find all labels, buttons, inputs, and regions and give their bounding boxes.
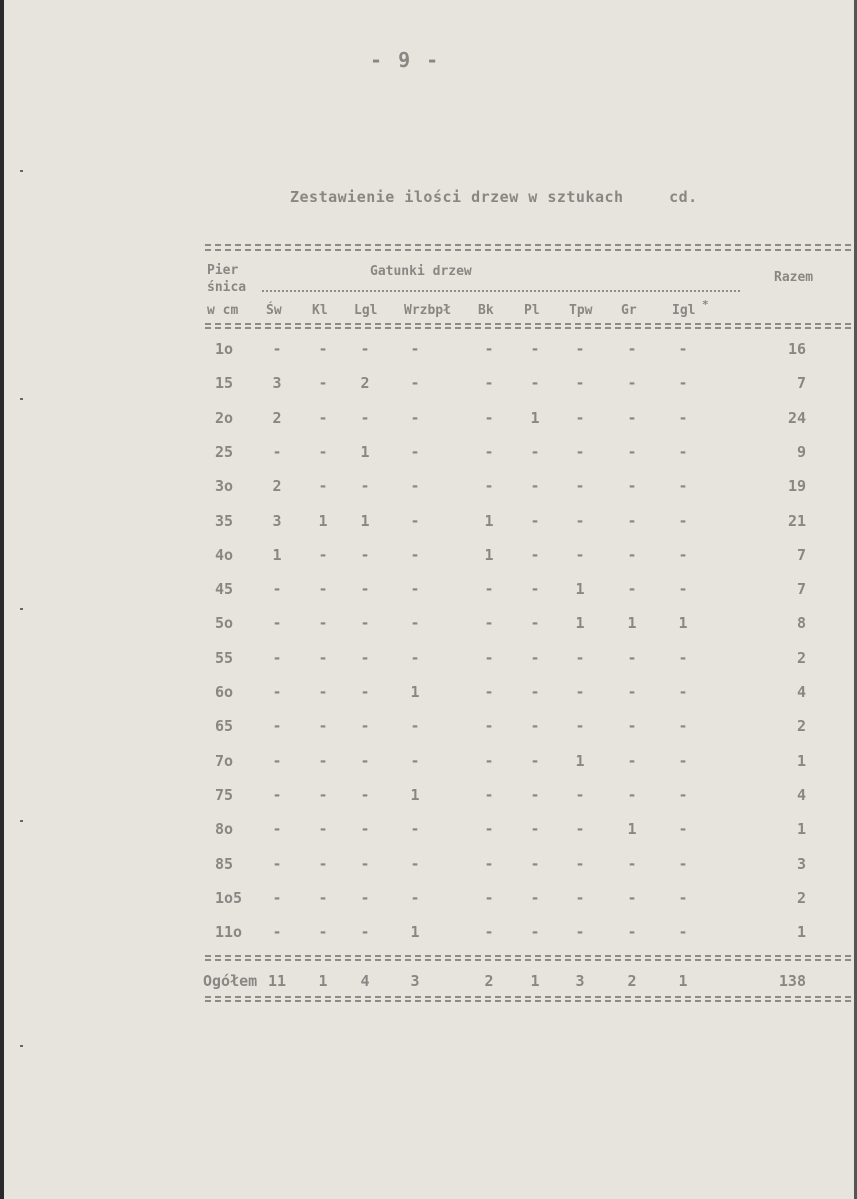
table-cell: - — [318, 683, 328, 701]
table-cell: - — [410, 374, 420, 393]
table-cell: - — [627, 717, 637, 736]
table-cell: 1 — [360, 442, 370, 461]
table-cell: - — [575, 683, 585, 701]
table-cell: - — [410, 751, 420, 770]
table-cell: - — [360, 340, 370, 358]
table-cell: - — [410, 442, 420, 461]
header-bottom-rule-2 — [205, 327, 851, 331]
row-total: 1 — [796, 751, 806, 770]
row-total: 2 — [796, 888, 806, 907]
scan-left-edge — [0, 0, 4, 1199]
table-cell: - — [484, 340, 494, 358]
table-cell: - — [678, 442, 688, 461]
table-cell: - — [530, 442, 540, 461]
row-diameter: 11o — [215, 923, 243, 942]
row-total: 24 — [787, 408, 806, 427]
table-cell: 1 — [575, 580, 585, 599]
row-total: 2 — [796, 717, 806, 736]
row-total: 16 — [787, 340, 806, 358]
table-cell: - — [627, 751, 637, 770]
table-cell: - — [272, 854, 282, 873]
table-cell: - — [575, 717, 585, 736]
table-cell: - — [575, 408, 585, 427]
table-cell: - — [678, 580, 688, 599]
page-number: - 9 - — [370, 48, 441, 72]
table-cell: - — [575, 442, 585, 461]
table-cell: - — [272, 820, 282, 839]
row-total: 1 — [796, 820, 806, 839]
table-cell: - — [627, 511, 637, 530]
header-species-mark: * — [702, 298, 709, 311]
summary-cell: 1 — [678, 972, 688, 990]
table-cell: 1 — [410, 785, 420, 804]
table-cell: - — [272, 340, 282, 358]
table-cell: - — [272, 923, 282, 942]
table-cell: - — [484, 374, 494, 393]
table-cell: - — [627, 442, 637, 461]
table-cell: - — [627, 477, 637, 496]
table-cell: - — [360, 820, 370, 839]
table-cell: - — [360, 648, 370, 667]
header-species-2: Kl — [312, 303, 328, 318]
table-cell: 1 — [318, 511, 328, 530]
table-cell: - — [484, 648, 494, 667]
row-diameter: 55 — [215, 648, 234, 667]
table-cell: - — [272, 614, 282, 633]
row-total: 8 — [796, 614, 806, 633]
table-cell: - — [575, 340, 585, 358]
table-cell: 3 — [272, 374, 282, 393]
row-total: 7 — [796, 580, 806, 599]
table-cell: - — [484, 477, 494, 496]
table-cell: - — [318, 820, 328, 839]
row-diameter: 7o — [215, 751, 234, 770]
row-total: 9 — [796, 442, 806, 461]
table-cell: - — [360, 408, 370, 427]
table-cell: 1 — [627, 614, 637, 633]
header-species-1: Św — [266, 303, 282, 318]
table-cell: - — [678, 511, 688, 530]
header-species-6: Pl — [524, 303, 540, 318]
table-cell: - — [627, 854, 637, 873]
table-cell: - — [272, 717, 282, 736]
table-cell: - — [575, 854, 585, 873]
table-cell: - — [678, 477, 688, 496]
table-cell: - — [575, 888, 585, 907]
table-cell: - — [530, 374, 540, 393]
summary-cell: 2 — [627, 972, 637, 990]
margin-mark — [20, 1045, 23, 1047]
table-cell: - — [360, 923, 370, 942]
table-cell: - — [318, 545, 328, 564]
table-cell: - — [360, 580, 370, 599]
table-cell: - — [272, 785, 282, 804]
summary-cell: 1 — [530, 972, 540, 990]
table-cell: 1 — [410, 923, 420, 942]
table-cell: 1 — [484, 511, 494, 530]
summary-cell: 3 — [575, 972, 585, 990]
table-cell: - — [678, 545, 688, 564]
table-bottom-rule-2 — [205, 1000, 851, 1004]
table-cell: - — [272, 751, 282, 770]
table-cell: - — [360, 854, 370, 873]
table-title — [290, 188, 698, 206]
margin-mark — [20, 820, 23, 822]
table-cell: - — [484, 717, 494, 736]
row-diameter: 6o — [215, 683, 234, 701]
row-total: 3 — [796, 854, 806, 873]
header-species-9: Igl — [672, 303, 696, 318]
table-cell: - — [318, 408, 328, 427]
table-cell: - — [318, 923, 328, 942]
table-cell: - — [410, 648, 420, 667]
margin-mark — [20, 608, 23, 610]
summary-cell: 4 — [360, 972, 370, 990]
table-cell: 1 — [410, 683, 420, 701]
table-cell: 2 — [272, 477, 282, 496]
table-cell: - — [530, 751, 540, 770]
margin-mark — [20, 398, 23, 400]
table-cell: - — [678, 340, 688, 358]
table-cell: - — [627, 785, 637, 804]
header-species-8: Gr — [621, 303, 637, 318]
row-diameter: 35 — [215, 511, 234, 530]
table-cell: - — [318, 648, 328, 667]
table-cell: 3 — [272, 511, 282, 530]
table-cell: - — [272, 683, 282, 701]
row-total: 4 — [796, 683, 806, 701]
table-cell: 1 — [272, 545, 282, 564]
table-cell: - — [575, 820, 585, 839]
table-cell: - — [360, 751, 370, 770]
table-cell: 1 — [530, 408, 540, 427]
row-diameter: 85 — [215, 854, 234, 873]
row-total: 7 — [796, 374, 806, 393]
table-cell: - — [360, 545, 370, 564]
table-cell: - — [678, 923, 688, 942]
header-diameter-line2: śnica — [207, 280, 247, 295]
table-cell: - — [318, 477, 328, 496]
row-diameter: 15 — [215, 374, 234, 393]
table-cell: - — [484, 580, 494, 599]
table-cell: - — [318, 580, 328, 599]
row-total: 7 — [796, 545, 806, 564]
header-species-7: Tpw — [569, 303, 593, 318]
table-cell: - — [318, 340, 328, 358]
table-cell: - — [318, 442, 328, 461]
summary-top-rule-2 — [205, 959, 851, 963]
table-cell: 1 — [678, 614, 688, 633]
row-diameter: 2o — [215, 408, 234, 427]
table-cell: - — [627, 683, 637, 701]
table-cell: 2 — [272, 408, 282, 427]
table-cell: - — [530, 820, 540, 839]
row-diameter: 75 — [215, 785, 234, 804]
table-cell: - — [318, 785, 328, 804]
table-cell: 2 — [360, 374, 370, 393]
table-cell: - — [360, 477, 370, 496]
header-species-5: Bk — [478, 303, 494, 318]
table-cell: - — [678, 374, 688, 393]
summary-cell: 3 — [410, 972, 420, 990]
table-top-rule-2 — [205, 249, 851, 253]
table-cell: - — [484, 785, 494, 804]
row-diameter: 4o — [215, 545, 234, 564]
table-cell: - — [530, 511, 540, 530]
row-total: 2 — [796, 648, 806, 667]
table-cell: - — [530, 614, 540, 633]
table-cell: - — [318, 614, 328, 633]
table-cell: - — [678, 888, 688, 907]
table-cell: - — [530, 580, 540, 599]
table-cell: - — [530, 683, 540, 701]
table-cell: - — [530, 923, 540, 942]
table-cell: - — [678, 785, 688, 804]
table-cell: - — [318, 888, 328, 907]
table-cell: - — [575, 374, 585, 393]
table-cell: 1 — [484, 545, 494, 564]
summary-cell: 11 — [267, 972, 287, 990]
table-cell: - — [575, 545, 585, 564]
table-cell: - — [530, 477, 540, 496]
table-cell: - — [484, 442, 494, 461]
row-diameter: 65 — [215, 717, 234, 736]
table-cell: 1 — [627, 820, 637, 839]
table-cell: - — [484, 683, 494, 701]
table-cell: - — [318, 717, 328, 736]
table-cell: - — [410, 820, 420, 839]
summary-cell: 2 — [484, 972, 494, 990]
row-total: 4 — [796, 785, 806, 804]
table-cell: - — [530, 888, 540, 907]
table-cell: - — [530, 785, 540, 804]
row-diameter: 1o5 — [215, 888, 243, 907]
table-cell: - — [360, 614, 370, 633]
summary-label: Ogółem — [203, 972, 258, 990]
table-cell: - — [575, 648, 585, 667]
table-cell: - — [627, 340, 637, 358]
table-cell: - — [575, 923, 585, 942]
table-cell: - — [410, 580, 420, 599]
table-cell: - — [627, 545, 637, 564]
row-total: 19 — [787, 477, 806, 496]
table-cell: - — [272, 888, 282, 907]
summary-total: 138 — [778, 972, 806, 990]
row-diameter: 8o — [215, 820, 234, 839]
table-cell: - — [272, 580, 282, 599]
table-cell: - — [575, 511, 585, 530]
table-cell: - — [410, 854, 420, 873]
table-cell: - — [530, 854, 540, 873]
table-cell: - — [678, 854, 688, 873]
table-cell: - — [410, 340, 420, 358]
table-cell: - — [410, 408, 420, 427]
table-cell: - — [318, 374, 328, 393]
table-cell: - — [484, 408, 494, 427]
row-diameter: 25 — [215, 442, 234, 461]
table-cell: - — [575, 477, 585, 496]
table-cell: - — [530, 340, 540, 358]
header-diameter-line3: w cm — [207, 303, 239, 318]
margin-mark — [20, 170, 23, 172]
table-cell: - — [678, 408, 688, 427]
table-cell: - — [575, 785, 585, 804]
table-cell: - — [272, 442, 282, 461]
table-cell: - — [627, 923, 637, 942]
header-group-rule — [262, 290, 740, 292]
table-cell: - — [360, 785, 370, 804]
table-cell: - — [360, 888, 370, 907]
row-diameter: 3o — [215, 477, 234, 496]
table-cell: - — [484, 854, 494, 873]
header-total: Razem — [774, 270, 814, 285]
table-cell: - — [627, 648, 637, 667]
table-cell: - — [318, 854, 328, 873]
table-cell: 1 — [360, 511, 370, 530]
header-species-3: Lgl — [354, 303, 378, 318]
table-cell: - — [318, 751, 328, 770]
table-cell: - — [410, 717, 420, 736]
table-cell: 1 — [575, 751, 585, 770]
table-cell: - — [410, 477, 420, 496]
table-cell: - — [627, 408, 637, 427]
row-diameter: 45 — [215, 580, 234, 599]
row-diameter: 5o — [215, 614, 234, 633]
table-top-rule — [205, 244, 851, 248]
table-cell: - — [530, 717, 540, 736]
table-cell: - — [360, 717, 370, 736]
table-cell: - — [410, 511, 420, 530]
table-cell: - — [410, 545, 420, 564]
table-cell: - — [484, 614, 494, 633]
table-cell: - — [410, 888, 420, 907]
row-total: 1 — [796, 923, 806, 942]
table-cell: - — [484, 888, 494, 907]
table-title-suffix: cd. — [669, 188, 698, 206]
table-cell: - — [678, 648, 688, 667]
header-species-4: Wrzbpł — [404, 303, 451, 318]
header-species-group: Gatunki drzew — [370, 264, 472, 279]
table-cell: - — [484, 751, 494, 770]
table-cell: - — [530, 545, 540, 564]
table-cell: - — [678, 717, 688, 736]
row-total: 21 — [787, 511, 806, 530]
table-cell: - — [484, 820, 494, 839]
row-diameter: 1o — [215, 340, 234, 358]
table-title-text: Zestawienie ilości drzew w sztukach — [290, 188, 624, 206]
table-cell: - — [530, 648, 540, 667]
table-cell: - — [627, 888, 637, 907]
table-cell: - — [272, 648, 282, 667]
table-cell: - — [484, 923, 494, 942]
table-cell: - — [410, 614, 420, 633]
table-cell: - — [678, 751, 688, 770]
table-cell: - — [678, 683, 688, 701]
table-cell: - — [360, 683, 370, 701]
table-cell: - — [627, 580, 637, 599]
table-cell: 1 — [575, 614, 585, 633]
table-cell: - — [627, 374, 637, 393]
header-diameter-line1: Pier — [207, 263, 239, 278]
summary-cell: 1 — [318, 972, 328, 990]
table-cell: - — [678, 820, 688, 839]
